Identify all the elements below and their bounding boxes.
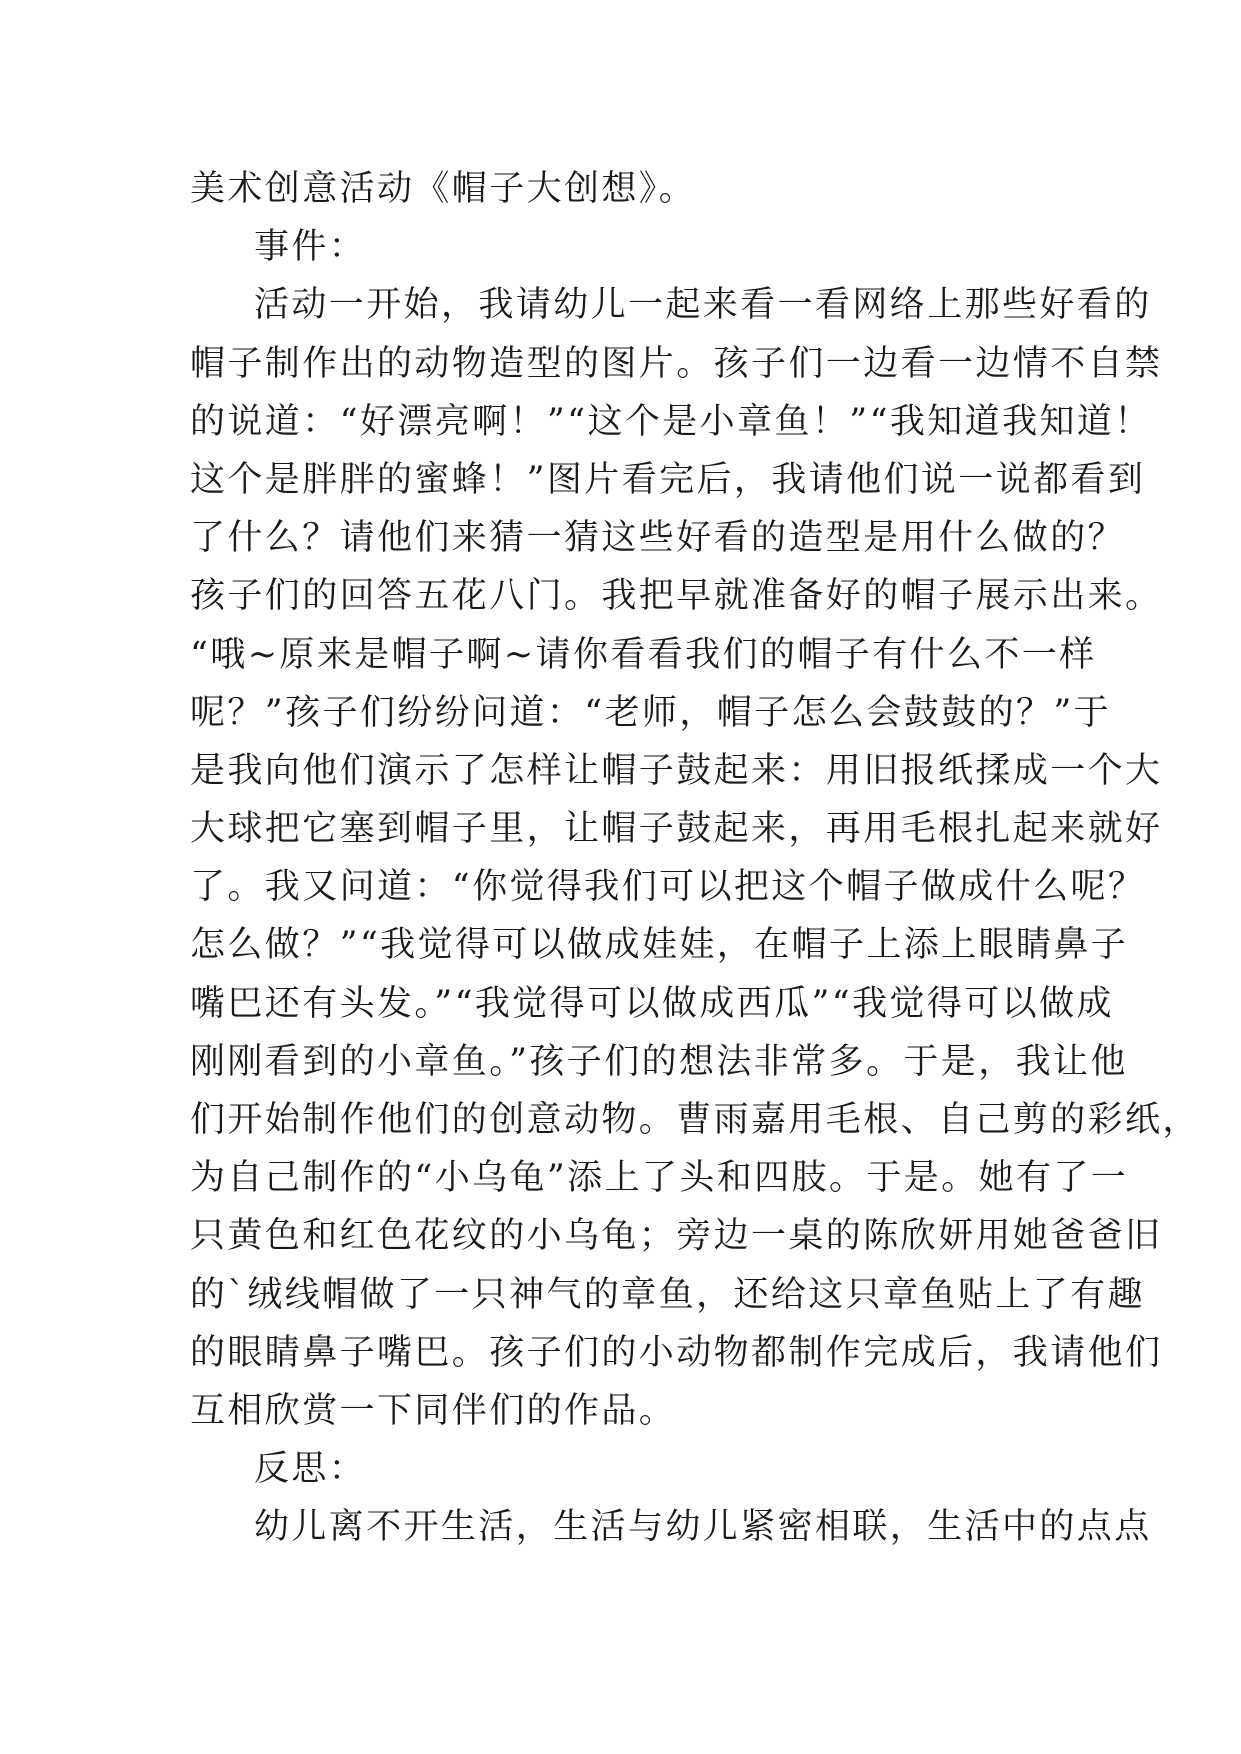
text-line: 互相欣赏一下同伴们的作品。 (190, 1390, 677, 1431)
text-line: 活动一开始，我请幼儿一起来看一看网络上那些好看的 (254, 285, 1152, 326)
text-line: 大球把它塞到帽子里，让帽子鼓起来，再用毛根扎起来就好 (190, 809, 1163, 850)
text-line: 为自己制作的“小乌龟”添上了头和四肢。于是。她有了一 (190, 1158, 1129, 1199)
text-line: 们开始制作他们的创意动物。曹雨嘉用毛根、自己剪的彩纸， (190, 1100, 1200, 1140)
text-line: 怎么做？”“我觉得可以做成娃娃，在帽子上添上眼睛鼻子 (190, 925, 1129, 966)
text-line: “哦~原来是帽子啊~请你看看我们的帽子有什么不一样 (190, 634, 1097, 675)
text-line: 反思： (254, 1449, 367, 1490)
text-line: 刚刚看到的小章鱼。”孩子们的想法非常多。于是，我让他 (190, 1041, 1128, 1082)
text-line: 的眼睛鼻子嘴巴。孩子们的小动物都制作完成后，我请他们 (190, 1332, 1163, 1373)
text-line: 这个是胖胖的蜜蜂！”图片看完后，我请他们说一说都看到 (190, 459, 1146, 500)
text-line: 帽子制作出的动物造型的图片。孩子们一边看一边情不自禁 (190, 343, 1163, 384)
text-line: 只黄色和红色花纹的小乌龟；旁边一桌的陈欣妍用她爸爸旧 (190, 1216, 1163, 1257)
text-line: 是我向他们演示了怎样让帽子鼓起来：用旧报纸揉成一个大 (190, 750, 1163, 791)
text-line: 的`绒线帽做了一只神气的章鱼，还给这只章鱼贴上了有趣 (190, 1274, 1145, 1315)
text-line: 事件： (254, 227, 367, 268)
text-line: 孩子们的回答五花八门。我把早就准备好的帽子展示出来。 (190, 576, 1163, 617)
text-line: 嘴巴还有头发。”“我觉得可以做成西瓜”“我觉得可以做成 (190, 983, 1114, 1024)
text-line: 美术创意活动《帽子大创想》。 (190, 169, 697, 209)
text-line: 呢？”孩子们纷纷问道：“老师，帽子怎么会鼓鼓的？”于 (190, 692, 1112, 733)
text-line: 的说道：“好漂亮啊！”“这个是小章鱼！”“我知道我知道！ (190, 401, 1152, 442)
text-line: 了。我又问道：“你觉得我们可以把这个帽子做成什么呢？ (190, 867, 1146, 908)
document-body (190, 160, 1200, 1557)
text-line: 幼儿离不开生活，生活与幼儿紧密相联，生活中的点点 (254, 1507, 1152, 1548)
text-line: 了什么？请他们来猜一猜这些好看的造型是用什么做的？ (190, 518, 1126, 559)
